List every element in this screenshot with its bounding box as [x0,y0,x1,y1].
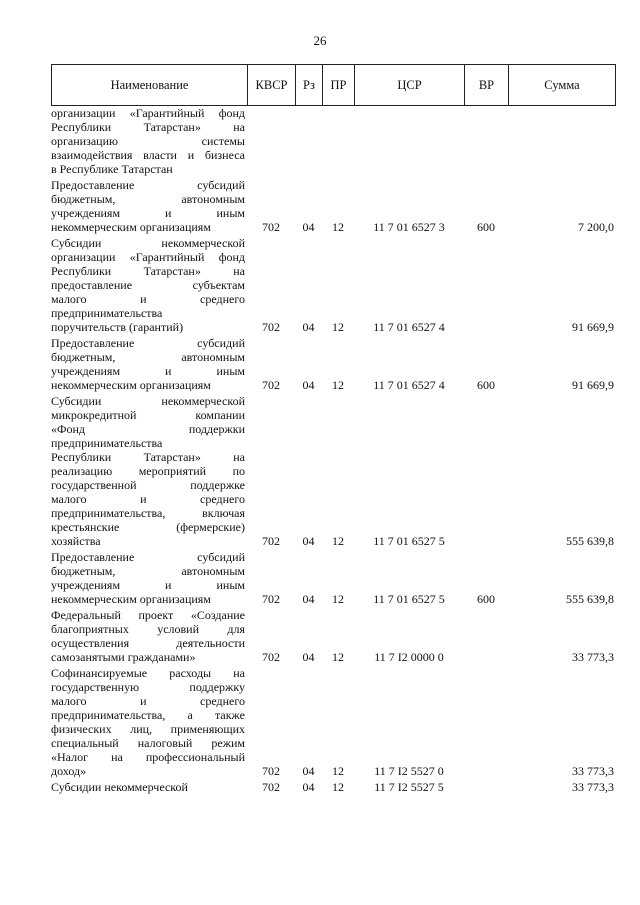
row-name-line: организации «Гарантийный фонд [51,106,245,120]
row-name-line: некоммерческим организациям [51,592,211,606]
col-header-sum: Сумма [508,65,616,105]
row-kvsr: 702 [262,320,280,334]
col-header-kvsr: КВСР [247,65,295,105]
table-row [51,666,616,778]
row-name-line: самозанятыми гражданами» [51,650,196,664]
row-name-line: бюджетным, автономным [51,350,245,364]
row-name [51,394,247,548]
row-kvsr: 702 [262,650,280,664]
row-rz: 04 [302,780,315,794]
table-body [51,106,616,794]
row-csr: 11 7 01 6527 5 [373,534,445,548]
row-name-line: реализацию мероприятий по [51,464,245,478]
row-pr: 12 [332,320,344,334]
row-csr: 11 7 01 6527 5 [373,592,445,606]
row-name-line: некоммерческим организациям [51,378,211,392]
row-name-line: специальный налоговый режим [51,736,245,750]
row-name-line: организации «Гарантийный фонд [51,250,245,264]
table-row [51,550,616,606]
table-row [51,106,616,176]
row-kvsr: 702 [262,780,280,794]
row-kvsr: 702 [262,378,280,392]
row-name-line: благоприятных условий для [51,622,245,636]
row-pr: 12 [332,378,344,392]
table-row [51,336,616,392]
row-vr: 600 [477,592,495,606]
row-name-line: бюджетным, автономным [51,564,245,578]
col-header-rz: Рз [295,65,322,105]
row-pr: 12 [332,780,344,794]
row-name-line: учреждениям и иным [51,364,245,378]
col-header-vr: ВР [464,65,508,105]
row-vr: 600 [477,378,495,392]
row-name-line: предпринимательства [51,306,163,320]
row-name-line: хозяйства [51,534,101,548]
row-name-line: учреждениям и иным [51,578,245,592]
page-number: 26 [313,33,327,48]
row-csr: 11 7 I2 5527 0 [374,764,444,778]
row-pr: 12 [332,592,344,606]
row-name-line: государственную поддержку [51,680,245,694]
row-csr: 11 7 01 6527 3 [373,220,445,234]
row-rz: 04 [302,220,315,234]
row-kvsr: 702 [262,534,280,548]
row-name-line: Субсидии некоммерческой [51,394,245,408]
row-csr: 11 7 I2 0000 0 [374,650,444,664]
row-name-line: Предоставление субсидий [51,550,245,564]
row-sum: 7 200,0 [578,220,614,234]
row-name-line: государственной поддержке [51,478,245,492]
row-csr: 11 7 01 6527 4 [373,320,445,334]
row-name [51,106,247,176]
row-sum: 91 669,9 [572,378,614,392]
row-name [51,666,247,778]
row-kvsr: 702 [262,592,280,606]
row-rz: 04 [302,378,315,392]
row-name [51,236,247,334]
row-pr: 12 [332,220,344,234]
row-name-line: малого и среднего [51,292,245,306]
row-name-line: малого и среднего [51,492,245,506]
row-vr: 600 [477,220,495,234]
row-csr: 11 7 I2 5527 5 [374,780,444,794]
row-name [51,178,247,234]
table-row [51,178,616,234]
col-header-name: Наименование [51,65,247,105]
row-name-line: крестьянские (фермерские) [51,520,245,534]
row-name-line: поручительств (гарантий) [51,320,184,334]
table-row [51,236,616,334]
row-name-line: предоставление субъектам [51,278,245,292]
row-pr: 12 [332,534,344,548]
row-kvsr: 702 [262,764,280,778]
row-name-line: взаимодействия власти и бизнеса [51,148,245,162]
row-name-line: Республики Татарстан» на [51,450,245,464]
row-name-line: доход» [51,764,87,778]
budget-table [51,64,616,794]
row-csr: 11 7 01 6527 4 [373,378,445,392]
row-sum: 555 639,8 [566,534,614,548]
row-name-line: Субсидии некоммерческой [51,236,245,250]
row-name-line: Республики Татарстан» на [51,120,245,134]
row-name-line: учреждениям и иным [51,206,245,220]
row-pr: 12 [332,764,344,778]
row-rz: 04 [302,320,315,334]
table-header [51,64,616,106]
row-name-line: микрокредитной компании [51,408,245,422]
row-name-line: некоммерческим организациям [51,220,211,234]
row-name-line: Софинансируемые расходы на [51,666,245,680]
row-name-line: предпринимательства, а также [51,708,245,722]
row-name [51,608,247,664]
row-name-line: «Налог на профессиональный [51,750,245,764]
row-sum: 33 773,3 [572,780,614,794]
row-rz: 04 [302,592,315,606]
row-name-line: «Фонд поддержки [51,422,245,436]
row-name-line: предпринимательства, включая [51,506,245,520]
row-kvsr: 702 [262,220,280,234]
row-name-line: в Республике Татарстан [51,162,173,176]
row-name-line: Предоставление субсидий [51,336,245,350]
row-name-line: бюджетным, автономным [51,192,245,206]
table-row [51,608,616,664]
row-name-line: Субсидии некоммерческой [51,780,188,794]
col-header-csr: ЦСР [354,65,464,105]
row-name-line: Республики Татарстан» на [51,264,245,278]
row-name-line: физических лиц, применяющих [51,722,245,736]
row-rz: 04 [302,650,315,664]
col-header-pr: ПР [322,65,354,105]
row-name [51,336,247,392]
table-row [51,394,616,548]
row-sum: 91 669,9 [572,320,614,334]
row-name [51,550,247,606]
row-rz: 04 [302,534,315,548]
row-name-line: Федеральный проект «Создание [51,608,245,622]
table-row [51,780,616,794]
row-name-line: предпринимательства [51,436,163,450]
row-name-line: организацию системы [51,134,245,148]
row-name-line: малого и среднего [51,694,245,708]
row-sum: 33 773,3 [572,764,614,778]
row-sum: 33 773,3 [572,650,614,664]
row-name [51,780,247,794]
row-pr: 12 [332,650,344,664]
row-name-line: Предоставление субсидий [51,178,245,192]
row-name-line: осуществления деятельности [51,636,245,650]
row-rz: 04 [302,764,315,778]
row-sum: 555 639,8 [566,592,614,606]
